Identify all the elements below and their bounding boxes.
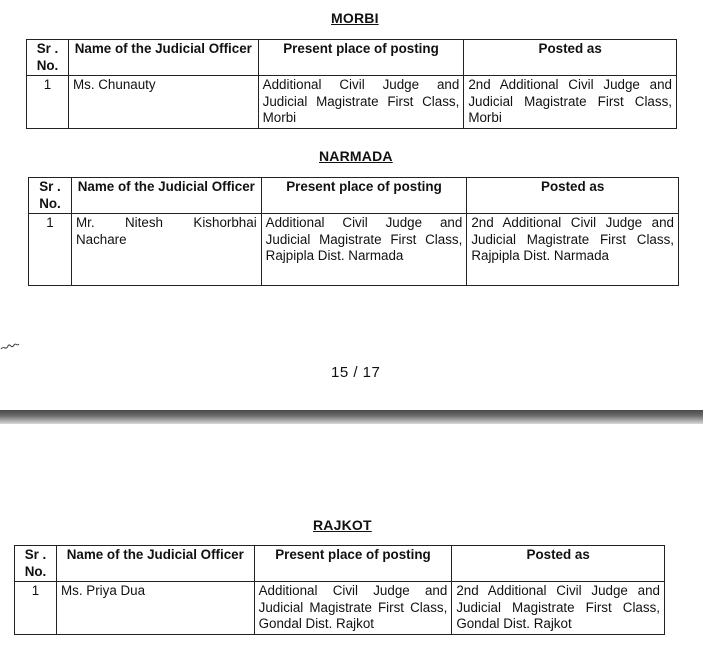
table-header-row <box>29 178 679 214</box>
cell-posted-as: 2nd Additional Civil Judge and Judicial Magistrate First Class, Morbi <box>464 76 677 129</box>
cell-posted-as: 2nd Additional Civil Judge and Judicial Magistrate First Class, Rajpipla Dist. Narmada <box>467 214 679 286</box>
header-present-posting: Present place of posting <box>261 178 467 214</box>
page-number: 15 / 17 <box>331 364 381 381</box>
cell-sr: 1 <box>27 76 69 129</box>
table-header-row <box>15 546 665 582</box>
header-posted-as: Posted as <box>467 178 679 214</box>
header-sr-no: Sr . No. <box>15 546 57 582</box>
header-sr-no: Sr . No. <box>27 40 69 76</box>
handwritten-mark <box>0 333 20 353</box>
district-heading-narmada: NARMADA <box>319 148 393 164</box>
cell-present-posting: Additional Civil Judge and Judicial Magistrate First Class, Rajpipla Dist. Narmada <box>261 214 467 286</box>
header-posted-as: Posted as <box>464 40 677 76</box>
header-present-posting: Present place of posting <box>254 546 452 582</box>
page-separator <box>0 410 703 424</box>
cell-officer-name: Ms. Priya Dua <box>56 582 254 635</box>
posting-table-rajkot <box>14 545 665 635</box>
cell-present-posting: Additional Civil Judge and Judicial Magistrate First Class, Gondal Dist. Rajkot <box>254 582 452 635</box>
cell-present-posting: Additional Civil Judge and Judicial Magistrate First Class, Morbi <box>258 76 464 129</box>
table-header-row <box>27 40 677 76</box>
posting-table-narmada <box>28 177 679 286</box>
cell-sr: 1 <box>15 582 57 635</box>
table-row <box>29 214 679 286</box>
posting-table-morbi <box>26 39 677 129</box>
header-name: Name of the Judicial Officer <box>56 546 254 582</box>
cell-sr: 1 <box>29 214 72 286</box>
district-heading-rajkot: RAJKOT <box>313 517 372 533</box>
header-present-posting: Present place of posting <box>258 40 464 76</box>
header-name: Name of the Judicial Officer <box>68 40 258 76</box>
table-row <box>27 76 677 129</box>
header-sr-no: Sr . No. <box>29 178 72 214</box>
table-row <box>15 582 665 635</box>
cell-posted-as: 2nd Additional Civil Judge and Judicial Magistrate First Class, Gondal Dist. Rajkot <box>452 582 665 635</box>
cell-officer-name: Mr. Nitesh Kishorbhai Nachare <box>71 214 261 286</box>
header-name: Name of the Judicial Officer <box>71 178 261 214</box>
cell-officer-name: Ms. Chunauty <box>68 76 258 129</box>
header-posted-as: Posted as <box>452 546 665 582</box>
district-heading-morbi: MORBI <box>331 10 379 26</box>
